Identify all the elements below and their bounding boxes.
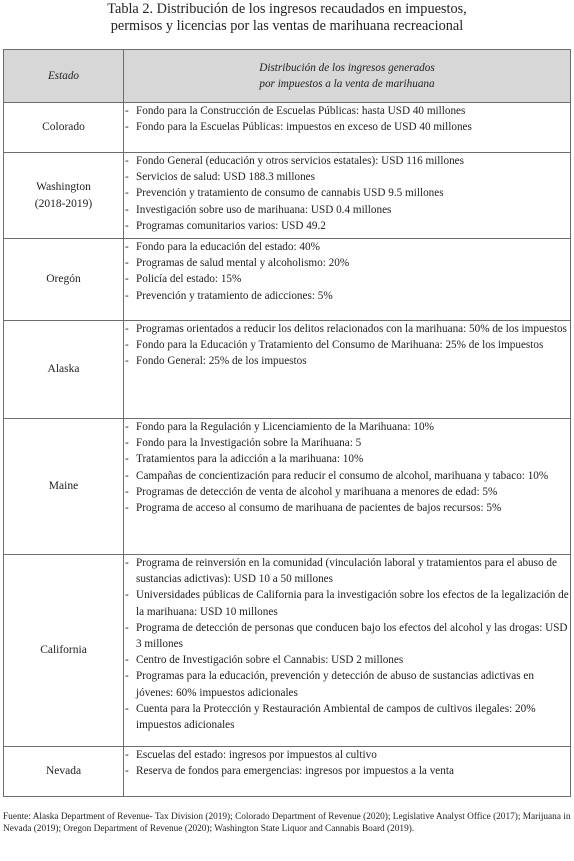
distribution-list	[124, 747, 570, 779]
list-item: - Fondo para la Educación y Tratamiento del Consumo de Marihuana: 25% de los impuestos	[124, 337, 570, 353]
list-item: - Programas orientados a reducir los delitos relacionados con la marihuana: 50% de los impuestos	[124, 321, 570, 337]
state-cell	[4, 153, 124, 239]
table-row	[4, 239, 571, 321]
list-item: - Servicios de salud: USD 188.3 millones	[124, 169, 570, 185]
table-body	[4, 103, 571, 797]
distribution-cell	[124, 103, 571, 153]
state-name: Nevada	[45, 765, 82, 777]
state-name: Colorado	[42, 121, 85, 133]
caption-line-1: Tabla 2. Distribución de los ingresos recaudados en impuestos,	[107, 1, 467, 17]
list-item: - Fondo para la Construcción de Escuelas Públicas: hasta USD 40 millones	[124, 103, 570, 119]
state-name: Oregón	[46, 273, 81, 285]
list-item: - Programas de detección de venta de alcohol y marihuana a menores de edad: 5%	[124, 484, 570, 500]
table-row	[4, 419, 571, 555]
list-item: - Programa de detección de personas que conducen bajo los efectos del alcohol y las drogas: USD 3 millones	[124, 620, 570, 652]
list-item: - Reserva de fondos para emergencias: ingresos por impuestos a la venta	[124, 763, 570, 779]
table-row	[4, 555, 571, 747]
list-item: - Fondo para la educación del estado: 40%	[124, 239, 570, 255]
list-item: - Tratamientos para la adicción a la marihuana: 10%	[124, 451, 570, 467]
table-row	[4, 747, 571, 797]
list-item: - Fondo para la Regulación y Licenciamiento de la Marihuana: 10%	[124, 419, 570, 435]
list-item: - Cuenta para la Protección y Restauración Ambiental de campos de cultivos ilegales: 20% impuestos adicionales	[124, 701, 570, 733]
state-period: (2018-2019)	[34, 197, 93, 210]
distribution-list	[124, 321, 570, 370]
header-state: Estado	[4, 50, 124, 103]
list-item: - Policía del estado: 15%	[124, 271, 570, 287]
distribution-cell	[124, 555, 571, 747]
source-note: Fuente: Alaska Department of Revenue- Tax Division (2019); Colorado Department of Revenue (2020); Legislative Analyst Office (2017); Marijuana in Nevada (2019); Oregon Department of Revenue (2020); Washington State Liquor and Cannabis Board (2019).	[3, 812, 571, 835]
table-caption	[0, 1, 574, 35]
list-item: - Fondo para la Investigación sobre la Marihuana: 5	[124, 435, 570, 451]
list-item: - Programas de salud mental y alcoholismo: 20%	[124, 255, 570, 271]
list-item: - Fondo General: 25% de los impuestos	[124, 353, 570, 369]
state-cell	[4, 103, 124, 153]
list-item: - Programa de acceso al consumo de marihuana de pacientes de bajos recursos: 5%	[124, 500, 570, 516]
revenue-distribution-table	[3, 49, 571, 797]
state-cell	[4, 321, 124, 419]
distribution-list	[124, 239, 570, 304]
list-item: - Investigación sobre uso de marihuana: USD 0.4 millones	[124, 202, 570, 218]
distribution-cell	[124, 321, 571, 419]
list-item: - Fondo para la Escuelas Públicas: impuestos en exceso de USD 40 millones	[124, 119, 570, 135]
distribution-cell	[124, 239, 571, 321]
header-distribution	[124, 50, 571, 103]
list-item: - Universidades públicas de California para la investigación sobre los efectos de la legalización de la marihuana: USD 10 millones	[124, 587, 570, 619]
list-item: - Programas para la educación, prevención y detección de abuso de sustancias adictivas en jóvenes: 60% impuestos adicionales	[124, 668, 570, 700]
table-header-row	[4, 50, 571, 103]
distribution-list	[124, 419, 570, 516]
distribution-cell	[124, 153, 571, 239]
header-distribution-line-1: Distribución de los ingresos generados	[259, 62, 435, 74]
caption-line-2: permisos y licencias por las ventas de marihuana recreacional	[110, 18, 464, 34]
table-row	[4, 103, 571, 153]
distribution-cell	[124, 419, 571, 555]
distribution-list	[124, 555, 570, 733]
state-cell	[4, 419, 124, 555]
state-name: Washington	[36, 180, 91, 193]
table-row	[4, 153, 571, 239]
distribution-list	[124, 103, 570, 135]
list-item: - Programas comunitarios varios: USD 49.2	[124, 218, 570, 234]
table-row	[4, 321, 571, 419]
distribution-list	[124, 153, 570, 234]
state-cell	[4, 555, 124, 747]
state-name: California	[40, 644, 87, 656]
state-name: Maine	[48, 480, 79, 492]
distribution-cell	[124, 747, 571, 797]
list-item: - Campañas de concientización para reducir el consumo de alcohol, marihuana y tabaco: 10%	[124, 468, 570, 484]
list-item: - Centro de Investigación sobre el Cannabis: USD 2 millones	[124, 652, 570, 668]
list-item: - Fondo General (educación y otros servicios estatales): USD 116 millones	[124, 153, 570, 169]
list-item: - Prevención y tratamiento de adicciones: 5%	[124, 288, 570, 304]
list-item: - Escuelas del estado: ingresos por impuestos al cultivo	[124, 747, 570, 763]
header-distribution-line-2: por impuestos a la venta de marihuana	[259, 78, 435, 90]
list-item: - Prevención y tratamiento de consumo de cannabis USD 9.5 millones	[124, 185, 570, 201]
state-name: Alaska	[47, 363, 80, 375]
state-cell	[4, 747, 124, 797]
state-cell	[4, 239, 124, 321]
list-item: - Programa de reinversión en la comunidad (vinculación laboral y tratamientos para el abuso de sustancias adictivas): USD 10 a 50 millones	[124, 555, 570, 587]
